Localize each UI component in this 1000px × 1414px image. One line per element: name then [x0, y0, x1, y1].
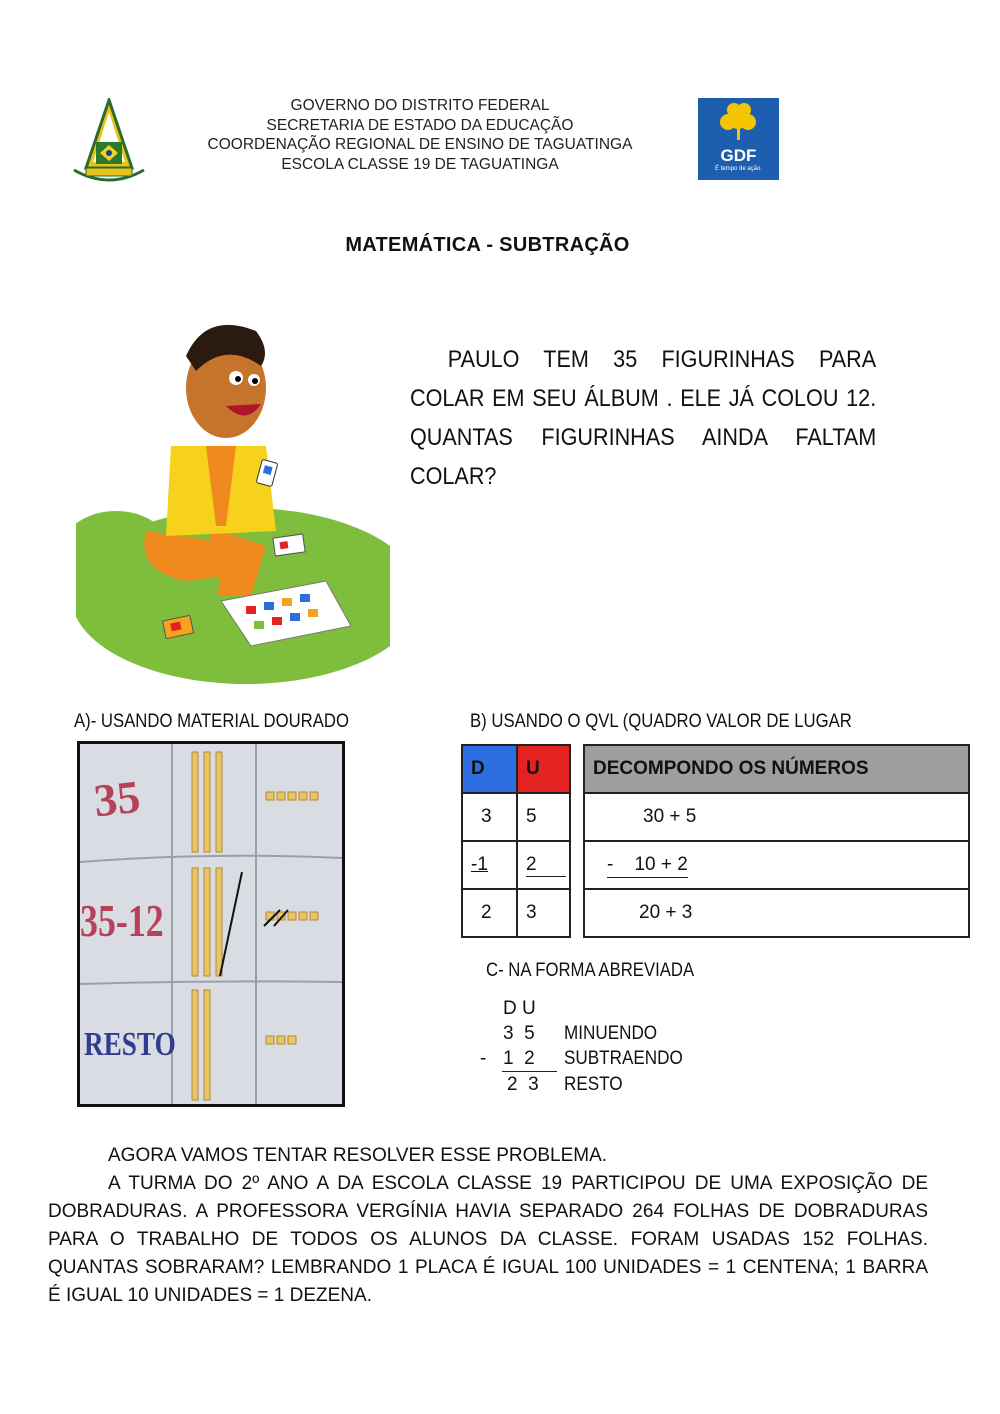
page-title: MATEMÁTICA - SUBTRAÇÃO: [345, 234, 630, 256]
gdf-logo: [698, 98, 779, 180]
problem-line-4: COLAR?: [410, 463, 497, 490]
decomposition-row: 20 + 3: [584, 889, 969, 937]
bottom-intro: AGORA VAMOS TENTAR RESOLVER ESSE PROBLEMA.: [108, 1145, 608, 1166]
abbr-minus-sign: -: [480, 1048, 487, 1069]
decomposition-table: [583, 744, 970, 938]
abbr-subtrahend: 1 2: [503, 1048, 535, 1069]
abbr-minuend: 3 5: [503, 1023, 535, 1044]
decomposition-header: DECOMPONDO OS NÚMEROS: [584, 745, 969, 793]
bottom-problem: A TURMA DO 2º ANO A DA ESCOLA CLASSE 19 PARTICIPOU DE UMA EXPOSIÇÃO DE DOBRADURAS. A PROFESSORA VERGÍNIA HAVIA SEPARADO 264 FOLHAS DE DOBRADURAS PARA O TRABALHO DE TODOS OS ALUNOS DA CLASSE. FORAM USADAS 152 FOLHAS. QUANTAS SOBRARAM? LEMBRANDO 1 PLACA É IGUAL 100 UNIDADES = 1 CENTENA; 1 BARRA É IGUAL 10 UNIDADES = 1 DEZENA.: [48, 1173, 928, 1306]
problem-line-3: QUANTAS FIGURINHAS AINDA FALTAM: [410, 424, 877, 451]
df-coat-of-arms-logo: [70, 98, 148, 190]
bottom-problem-text: [48, 1142, 928, 1310]
board-label-35: 35: [91, 770, 143, 827]
problem-line-1: PAULO TEM 35 FIGURINHAS PARA: [447, 346, 877, 373]
qvl-cell-u: [517, 841, 570, 889]
header-line-government: GOVERNO DO DISTRITO FEDERAL: [290, 97, 550, 114]
board-label-35-12: 35-12: [80, 895, 164, 946]
decomposition-row: [584, 841, 969, 889]
section-a-label: A)- USANDO MATERIAL DOURADO: [74, 711, 349, 732]
abbr-subtrahend-label: SUBTRAENDO: [564, 1048, 683, 1069]
qvl-cell-d-value: -1: [471, 854, 488, 875]
abbr-result: 2 3: [507, 1074, 539, 1095]
material-dourado-photo: [77, 741, 345, 1107]
ipe-tree-icon: [698, 98, 779, 148]
boy-with-stickers-illustration: [76, 296, 390, 686]
section-c-label: C- NA FORMA ABREVIADA: [486, 960, 695, 981]
header-line-coordination: COORDENAÇÃO REGIONAL DE ENSINO DE TAGUATINGA: [207, 136, 633, 153]
qvl-cell-u: 3: [517, 889, 570, 937]
qvl-table: [461, 744, 571, 938]
qvl-cell-d: 2: [462, 889, 517, 937]
problem-statement: [410, 340, 876, 496]
section-b-label: B) USANDO O QVL (QUADRO VALOR DE LUGAR: [470, 711, 852, 732]
gdf-logo-text: GDF: [720, 146, 757, 165]
header-line-school: ESCOLA CLASSE 19 DE TAGUATINGA: [281, 155, 559, 173]
header-text-block: [180, 96, 660, 174]
decomposition-row-value: - 10 + 2: [607, 854, 688, 878]
qvl-header-u: U: [517, 745, 570, 793]
problem-line-2: COLAR EM SEU ÁLBUM . ELE JÁ COLOU 12.: [410, 385, 877, 412]
qvl-cell-u-value: 2: [526, 854, 566, 877]
abbr-result-label: RESTO: [564, 1074, 623, 1095]
abbreviated-subtraction: [476, 996, 736, 1100]
qvl-cell-u: 5: [517, 793, 570, 841]
board-label-resto: RESTO: [84, 1026, 176, 1063]
decomposition-row: 30 + 5: [584, 793, 969, 841]
gdf-logo-tagline: É tempo de ação.: [714, 166, 763, 172]
header-line-secretariat: SECRETARIA DE ESTADO DA EDUCAÇÃO: [266, 116, 574, 134]
abbr-header: D U: [503, 998, 536, 1019]
qvl-header-d: D: [462, 745, 517, 793]
qvl-cell-d: 3: [462, 793, 517, 841]
abbr-minuend-label: MINUENDO: [564, 1023, 658, 1044]
qvl-cell-d: [462, 841, 517, 889]
